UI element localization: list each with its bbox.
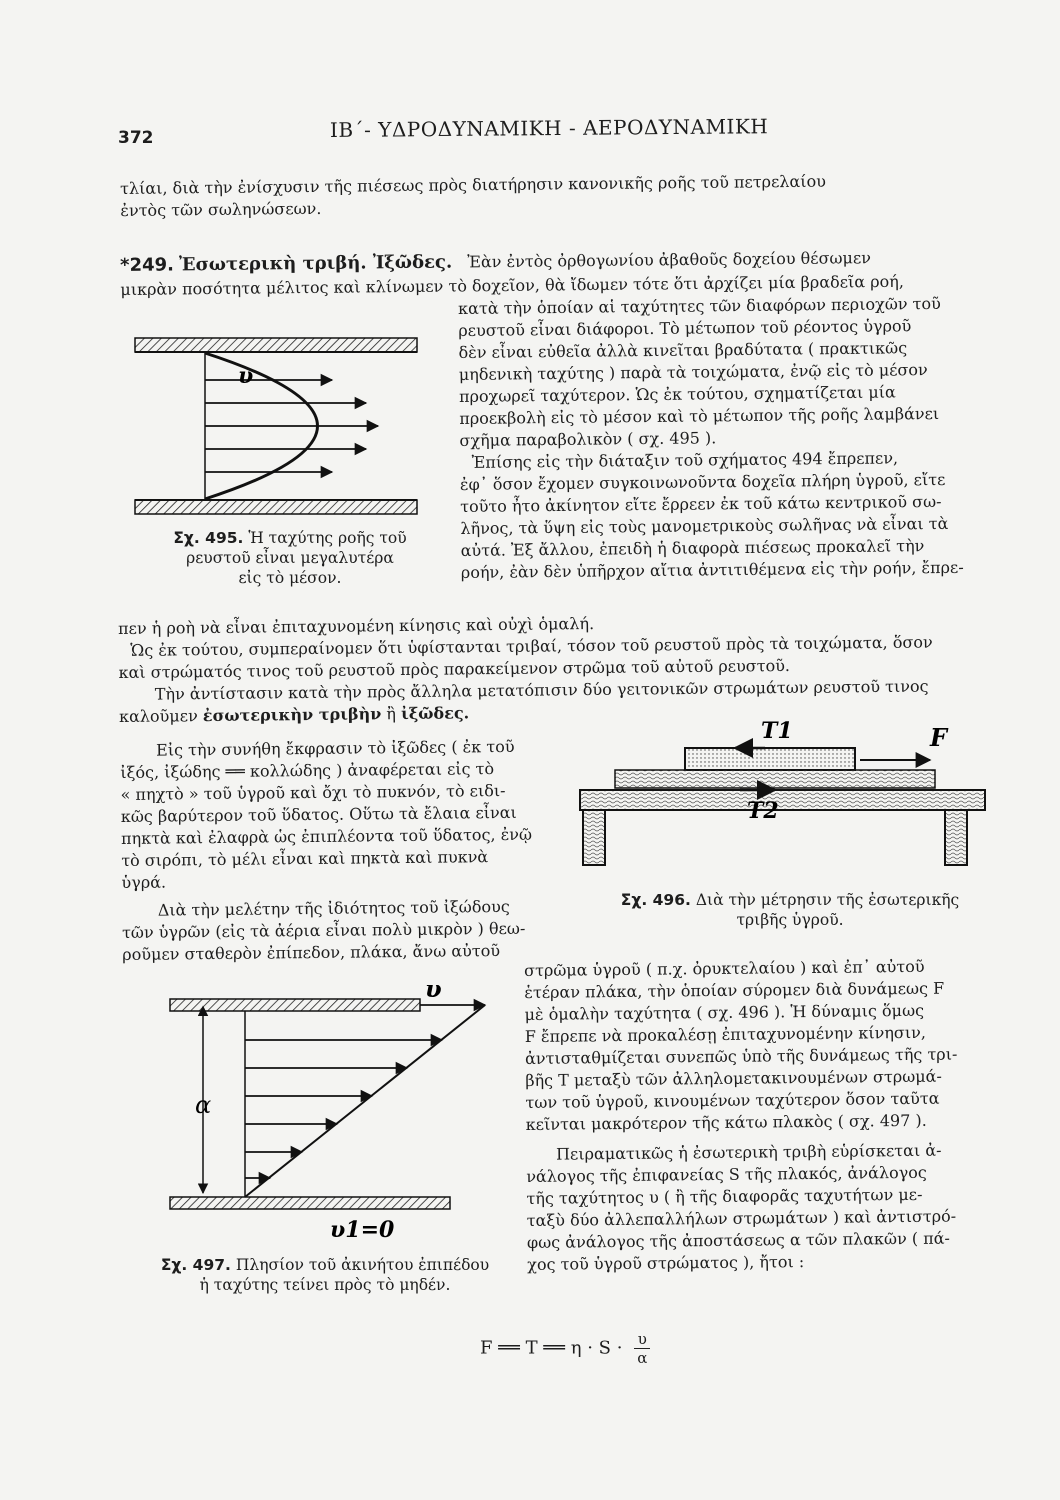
text-line: κατὰ τὴν ὁποίαν αἱ ταχύτητες τῶν διαφόρων περιοχῶν τοῦ xyxy=(458,293,941,318)
top-wall xyxy=(135,338,417,352)
figure-497-linear-velocity-profile xyxy=(165,985,500,1245)
text-line: ἑτέραν πλάκα, τὴν ὁποίαν σύρομεν διὰ δυνάμεως F xyxy=(524,978,945,1002)
text-line: F ἔπρεπε νὰ προκαλέσῃ ἐπιταχυνομένην κίνησιν, xyxy=(524,1022,926,1046)
caption-line: ἡ ταχύτης τείνει πρὸς τὸ μηδέν. xyxy=(199,1276,451,1294)
text-line: ροήν, ἐὰν δὲν ὑπῆρχον αἴτια ἀντιτιθέμενα εἰς τὴν ροήν, ἔπρε- xyxy=(460,557,964,582)
text-line: στρῶμα ὑγροῦ ( π.χ. ὀρυκτελαίου ) καὶ ἐπ᾽ αὐτοῦ xyxy=(524,956,925,980)
text-line: Εἰς τὴν συνήθη ἔκφρασιν τὸ ἰξῶδες ( ἐκ τοῦ xyxy=(156,736,515,760)
figure-496-caption xyxy=(580,890,1000,930)
fixed-plate xyxy=(170,1197,450,1209)
text-line: χος τοῦ ὑγροῦ στρώματος ), ἤτοι : xyxy=(527,1252,805,1274)
intro-paragraph xyxy=(120,169,980,222)
text-line: πεν ἡ ροὴ νὰ εἶναι ἐπιταχυνομένη κίνησις καὶ οὐχὶ ὁμαλή. xyxy=(118,614,595,638)
text-line: τοῦτο ἦτο ἀκίνητον εἴτε ἔρρεεν ἐκ τοῦ κάτω κεντρικοῦ σω- xyxy=(460,491,942,516)
text-line: Ἐπίσης εἰς τὴν διάταξιν τοῦ σχήματος 494 ἔπρεπεν, xyxy=(471,448,899,472)
page-number: 372 xyxy=(118,128,154,148)
caption-number: Σχ. 497. xyxy=(160,1256,231,1274)
velocity-label: υ xyxy=(238,363,254,389)
fluid-layer xyxy=(615,770,935,788)
formula-numerator: υ xyxy=(634,1330,650,1349)
text-line: των τοῦ ὑγροῦ, κινουμένων ταχύτερον ὅσον ταῦτα xyxy=(525,1088,940,1112)
label-f: F xyxy=(930,723,948,752)
term-internal-friction: ἐσωτερικὴν τριβὴν xyxy=(202,704,382,726)
text-line: νάλογος τῆς ἐπιφανείας S τῆς πλακός, ἀνάλογος xyxy=(526,1162,927,1186)
formula-fraction xyxy=(634,1330,650,1367)
paragraph-left-3 xyxy=(120,735,562,966)
text-line: τῶν ὑγρῶν (εἰς τὰ ἀέρια εἶναι πολὺ μικρὸν ) θεω- xyxy=(121,918,526,942)
label-t1: T1 xyxy=(761,718,793,744)
text-line: ταξὺ δύο ἀλλεπαλλήλων στρωμάτων ) καὶ ἀντιστρό- xyxy=(526,1206,957,1230)
text-line: ἐντὸς τῶν σωληνώσεων. xyxy=(120,198,322,220)
text-line: κεῖνται μακρότερον τῆς κάτω πλακὸς ( σχ. 497 ). xyxy=(525,1110,927,1134)
upper-plate xyxy=(685,748,855,770)
text-line: βῆς Τ μεταξὺ τῶν ἀλληλομετακινουμένων στρωμά- xyxy=(525,1066,942,1090)
caption-line: Ἡ ταχύτης ροῆς τοῦ xyxy=(248,529,407,547)
figure-495-parabolic-flow xyxy=(130,335,420,520)
bottom-wall xyxy=(135,500,417,514)
text-line: μικρὰν ποσότητα μέλιτος καὶ κλίνωμεν τὸ δοχεῖον, θὰ ἴδωμεν τότε ὅτι ἀρχίζει μία βραδεῖα ροή, xyxy=(120,271,904,299)
text-line: φως ἀνάλογος τῆς ἀποστάσεως α τῶν πλακῶν ( πά- xyxy=(526,1228,950,1252)
text-line: μὲ ὁμαλὴν ταχύτητα ( σχ. 496 ). Ἡ δύναμις ὅμως xyxy=(524,1000,925,1024)
text-line: σχῆμα παραβολικὸν ( σχ. 495 ). xyxy=(459,428,717,450)
caption-number: Σχ. 496. xyxy=(620,891,691,909)
paragraph-right-1 xyxy=(458,292,1006,584)
label-v1: υ1=0 xyxy=(330,1217,395,1243)
text-line: τὸ σιρόπι, τὸ μέλι εἶναι καὶ πηκτὰ καὶ πυκνὰ xyxy=(121,847,489,870)
text-line: τῆς ταχύτητος υ ( ἢ τῆς διαφορᾶς ταχυτήτων με- xyxy=(526,1184,923,1208)
figure-497-caption xyxy=(145,1255,505,1295)
table-leg xyxy=(583,810,605,865)
text-line: τλίαι, διὰ τὴν ἐνίσχυσιν τῆς πιέσεως πρὸς διατήρησιν κανονικῆς ροῆς τοῦ πετρελαίου xyxy=(120,171,826,198)
text-line: Ὡς ἐκ τούτου, συμπεραίνομεν ὅτι ὑφίστανται τριβαί, τόσον τοῦ ρευστοῦ πρὸς τὰ τοιχώματα, ὅσον xyxy=(130,632,933,660)
text-line: ὑγρά. xyxy=(121,872,167,892)
text-line: πηκτὰ καὶ ἐλαφρὰ ὡς ἐπιπλέοντα τοῦ ὕδατος, ἐνῷ xyxy=(120,824,533,848)
caption-line: ρευστοῦ εἶναι μεγαλυτέρα xyxy=(186,549,394,567)
caption-line: Διὰ τὴν μέτρησιν τῆς ἐσωτερικῆς xyxy=(695,891,960,909)
paragraph-right-4 xyxy=(524,955,1017,1276)
base-plate xyxy=(580,790,985,810)
paragraph-2 xyxy=(118,609,999,728)
text-line: Τὴν ἀντίστασιν κατὰ τὴν πρὸς ἄλληλα μετατόπισιν δύο γειτονικῶν στρωμάτων ρευστοῦ τινος xyxy=(154,676,929,704)
velocity-profile-line xyxy=(245,1005,485,1197)
figure-495-caption xyxy=(140,528,440,588)
text-line: κῶς βαρύτερον τοῦ ὕδατος. Οὕτω τὰ ἔλαια εἶναι xyxy=(120,802,517,826)
text-line: λῆνος, τὰ ὕψη εἰς τοὺς μανομετρικοὺς σωλῆνας νὰ εἶναι τὰ xyxy=(460,513,949,538)
formula-denominator: α xyxy=(637,1349,648,1367)
text-line: ἰξός, ἰξώδης ══ κολλώδης ) ἀναφέρεται εἰς τὸ xyxy=(120,759,495,782)
section-number: *249. xyxy=(120,254,175,276)
formula-lhs: F ══ T ══ η · S · xyxy=(480,1337,623,1359)
text-line: Διὰ τὴν μελέτην τῆς ἰδιότητος τοῦ ἰξώδους xyxy=(157,896,510,920)
table-leg xyxy=(945,810,967,865)
figure-496-friction-apparatus xyxy=(575,712,990,872)
section-title: Ἐσωτερικὴ τριβή. Ἰξῶδες. xyxy=(178,251,453,276)
chapter-title: ΙΒ΄- ΥΔΡΟΔΥΝΑΜΙΚΗ - ΑΕΡΟΔΥΝΑΜΙΚΗ xyxy=(329,114,769,142)
text-line: ἐφ᾽ ὅσον ἔχομεν συγκοινωνοῦντα δοχεῖα πλήρη ὑγροῦ, εἴτε xyxy=(459,469,946,494)
text-line: καὶ στρώματός τινος τοῦ ρευστοῦ πρὸς παρακείμενον στρῶμα τοῦ αὐτοῦ ρευστοῦ. xyxy=(118,655,791,682)
text-line: δὲν εἶναι εὐθεῖα ἀλλὰ κινεῖται βραδύτατα ( πρακτικῶς xyxy=(458,338,908,362)
text-line: ἀντισταθμίζεται συνεπῶς ὑπὸ τῆς δυνάμεως τῆς τρι- xyxy=(524,1044,958,1068)
caption-line: Πλησίον τοῦ ἀκινήτου ἐπιπέδου xyxy=(235,1256,490,1274)
caption-number: Σχ. 495. xyxy=(173,529,244,547)
text-line: προχωρεῖ ταχύτερον. Ὡς ἐκ τούτου, σχηματίζεται μία xyxy=(458,382,896,406)
text-line: Ἐὰν ἐντὸς ὀρθογωνίου ἀβαθοῦς δοχείου θέσωμεν xyxy=(467,248,871,272)
text-span: καλοῦμεν xyxy=(118,706,203,726)
text-line: Πειραματικῶς ἡ ἐσωτερικὴ τριβὴ εὑρίσκεται ἀ- xyxy=(555,1140,942,1164)
text-line: αὐτά. Ἐξ ἄλλου, ἐπειδὴ ἡ διαφορὰ πιέσεως προκαλεῖ τὴν xyxy=(460,536,925,560)
text-line: μηδενικὴ ταχύτης ) παρὰ τὰ τοιχώματα, ἐνῷ εἰς τὸ μέσον xyxy=(458,360,928,384)
viscosity-formula xyxy=(480,1330,650,1367)
caption-line: εἰς τὸ μέσον. xyxy=(238,569,342,587)
term-viscosity: ἰξῶδες. xyxy=(400,703,470,724)
moving-plate xyxy=(170,999,420,1011)
text-line: « πηχτὸ » τοῦ ὑγροῦ καὶ ὄχι τὸ πυκνόν, τὸ ειδι- xyxy=(120,780,506,804)
text-line: ροῦμεν σταθερὸν ἐπίπεδον, πλάκα, ἄνω αὐτοῦ xyxy=(122,941,501,964)
text-line: προεκβολὴ εἰς τὸ μέσον καὶ τὸ μέτωπον τῆς ροῆς λαμβάνει xyxy=(459,403,940,428)
caption-line: τριβῆς ὑγροῦ. xyxy=(736,911,844,929)
text-line: ρευστοῦ εἶναι διάφοροι. Τὸ μέτωπον τοῦ ρέοντος ὑγροῦ xyxy=(458,316,912,340)
text-span: ἢ xyxy=(381,704,402,724)
label-a: α xyxy=(195,1091,212,1119)
label-v: υ xyxy=(425,985,442,1003)
label-t2: T2 xyxy=(747,798,779,824)
